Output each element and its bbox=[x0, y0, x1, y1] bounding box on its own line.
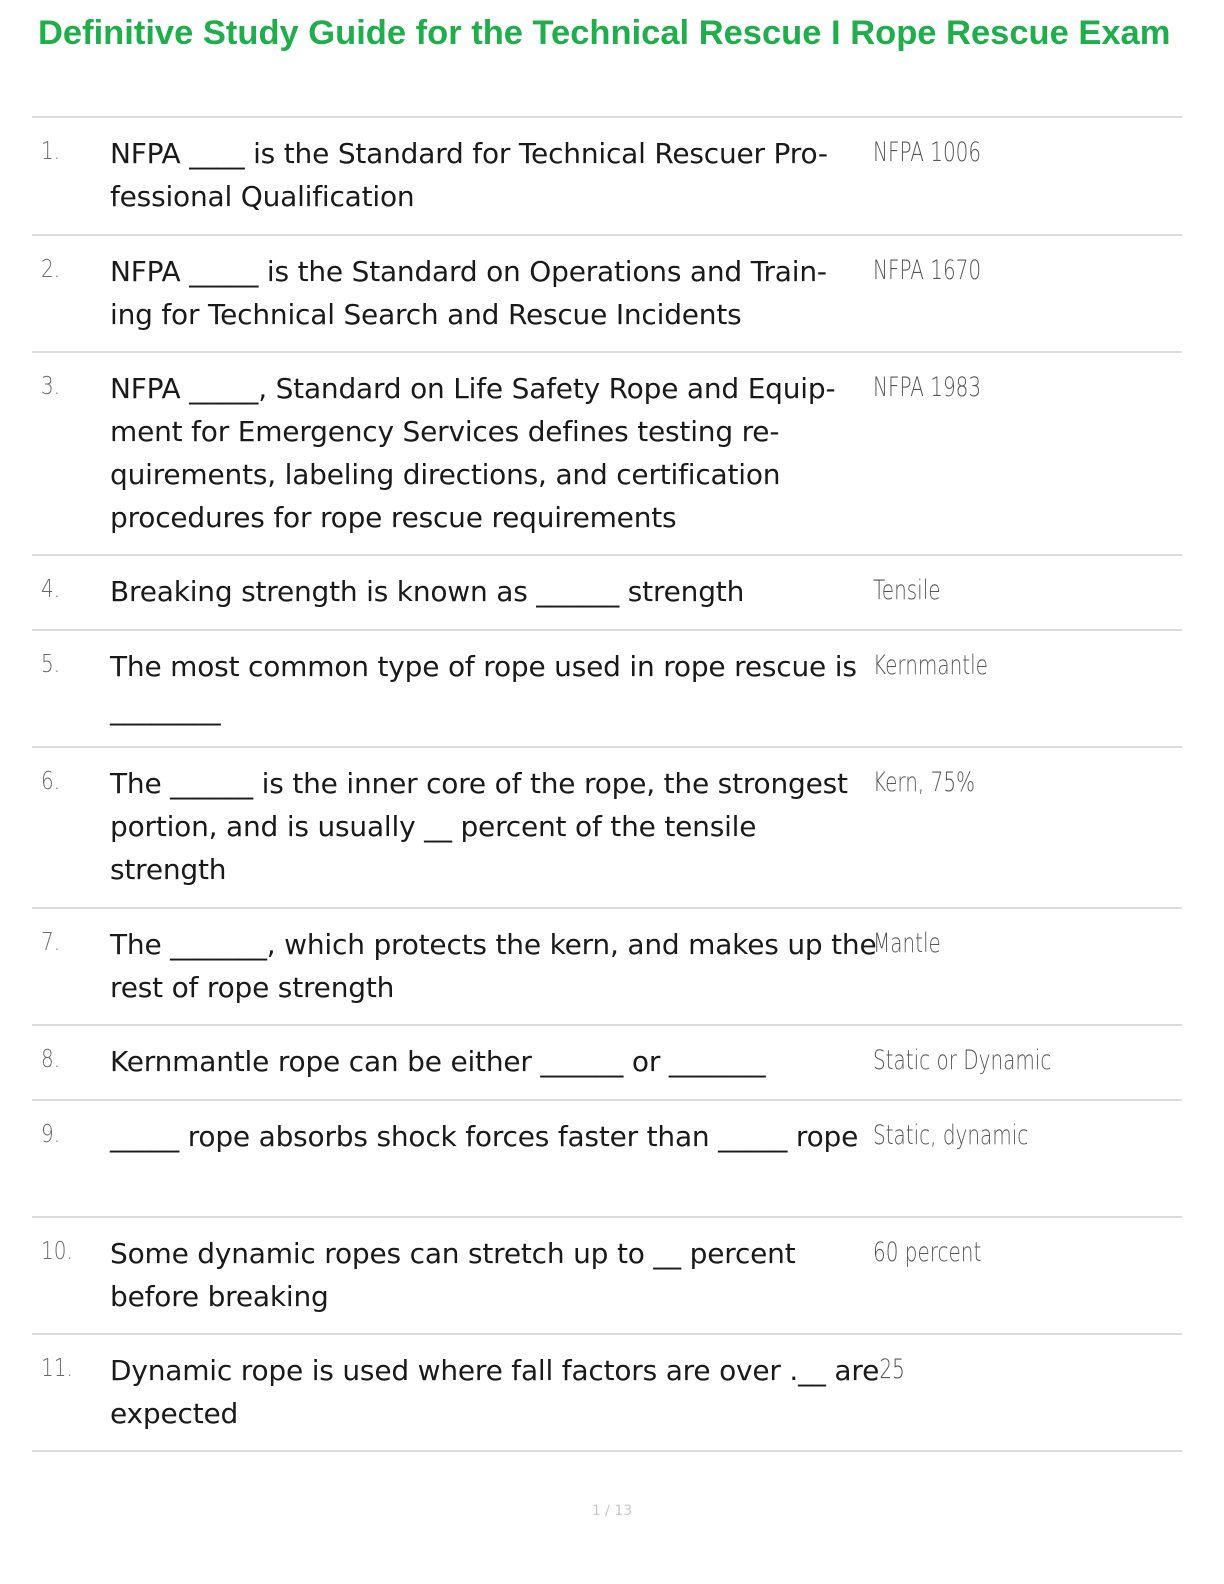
item-answer: NFPA 1006 bbox=[873, 137, 982, 168]
list-item bbox=[32, 1335, 1182, 1452]
page-title: Definitive Study Guide for the Technical Rescue I Rope Rescue Exam bbox=[38, 14, 1171, 52]
item-answer: NFPA 1983 bbox=[873, 372, 982, 403]
item-number: 10. bbox=[41, 1236, 73, 1265]
item-question: Some dynamic ropes can stretch up to __ percent before breaking bbox=[110, 1237, 796, 1313]
list-item bbox=[32, 1218, 1182, 1335]
item-answer: Kernmantle bbox=[873, 650, 988, 681]
item-answer: Mantle bbox=[873, 928, 941, 959]
item-question: Kernmantle rope can be either ______ or _______ bbox=[110, 1045, 766, 1078]
item-answer: Static or Dynamic bbox=[873, 1045, 1052, 1076]
item-question: NFPA ____ is the Standard for Technical Rescuer Pro- fessional Qualification bbox=[110, 137, 828, 213]
list-item bbox=[32, 118, 1182, 236]
list-item bbox=[32, 1026, 1182, 1101]
item-question: The ______ is the inner core of the rope, the strongest portion, and is usually __ percent of the tensile strength bbox=[110, 767, 848, 886]
item-answer: Tensile bbox=[873, 575, 941, 606]
item-question: The _______, which protects the kern, and makes up the rest of rope strength bbox=[110, 928, 877, 1004]
item-answer: 60 percent bbox=[873, 1237, 982, 1268]
list-item bbox=[32, 1101, 1182, 1218]
item-number: 1. bbox=[41, 136, 61, 165]
list-item bbox=[32, 353, 1182, 556]
item-number: 4. bbox=[41, 574, 61, 603]
list-item bbox=[32, 556, 1182, 631]
item-answer: Kern, 75% bbox=[873, 767, 976, 798]
item-number: 3. bbox=[41, 371, 61, 400]
item-question: NFPA _____ is the Standard on Operations and Train- ing for Technical Search and Rescue Incidents bbox=[110, 255, 827, 331]
item-number: 9. bbox=[41, 1119, 61, 1148]
item-number: 6. bbox=[41, 766, 61, 795]
item-answer: Static, dynamic bbox=[873, 1120, 1029, 1151]
item-question: Breaking strength is known as ______ strength bbox=[110, 575, 745, 608]
item-number: 5. bbox=[41, 649, 61, 678]
item-number: 7. bbox=[41, 927, 61, 956]
list-item bbox=[32, 631, 1182, 748]
page-number: 1 / 13 bbox=[591, 1503, 633, 1519]
list-item bbox=[32, 748, 1182, 909]
item-question: NFPA _____, Standard on Life Safety Rope and Equip- ment for Emergency Services defines testing re- quirements, labeling directions, and certification procedures for rope rescue requirements bbox=[110, 372, 836, 534]
item-question: _____ rope absorbs shock forces faster than _____ rope bbox=[110, 1120, 859, 1153]
item-question: Dynamic rope is used where fall factors are over .__ are expected bbox=[110, 1354, 880, 1430]
question-list bbox=[32, 116, 1182, 1452]
item-question: The most common type of rope used in rope rescue is ________ bbox=[110, 650, 857, 726]
item-answer: .25 bbox=[873, 1354, 905, 1385]
list-item bbox=[32, 236, 1182, 353]
list-item bbox=[32, 909, 1182, 1026]
item-number: 2. bbox=[41, 254, 61, 283]
item-number: 11. bbox=[41, 1353, 73, 1382]
item-number: 8. bbox=[41, 1044, 61, 1073]
item-answer: NFPA 1670 bbox=[873, 255, 982, 286]
